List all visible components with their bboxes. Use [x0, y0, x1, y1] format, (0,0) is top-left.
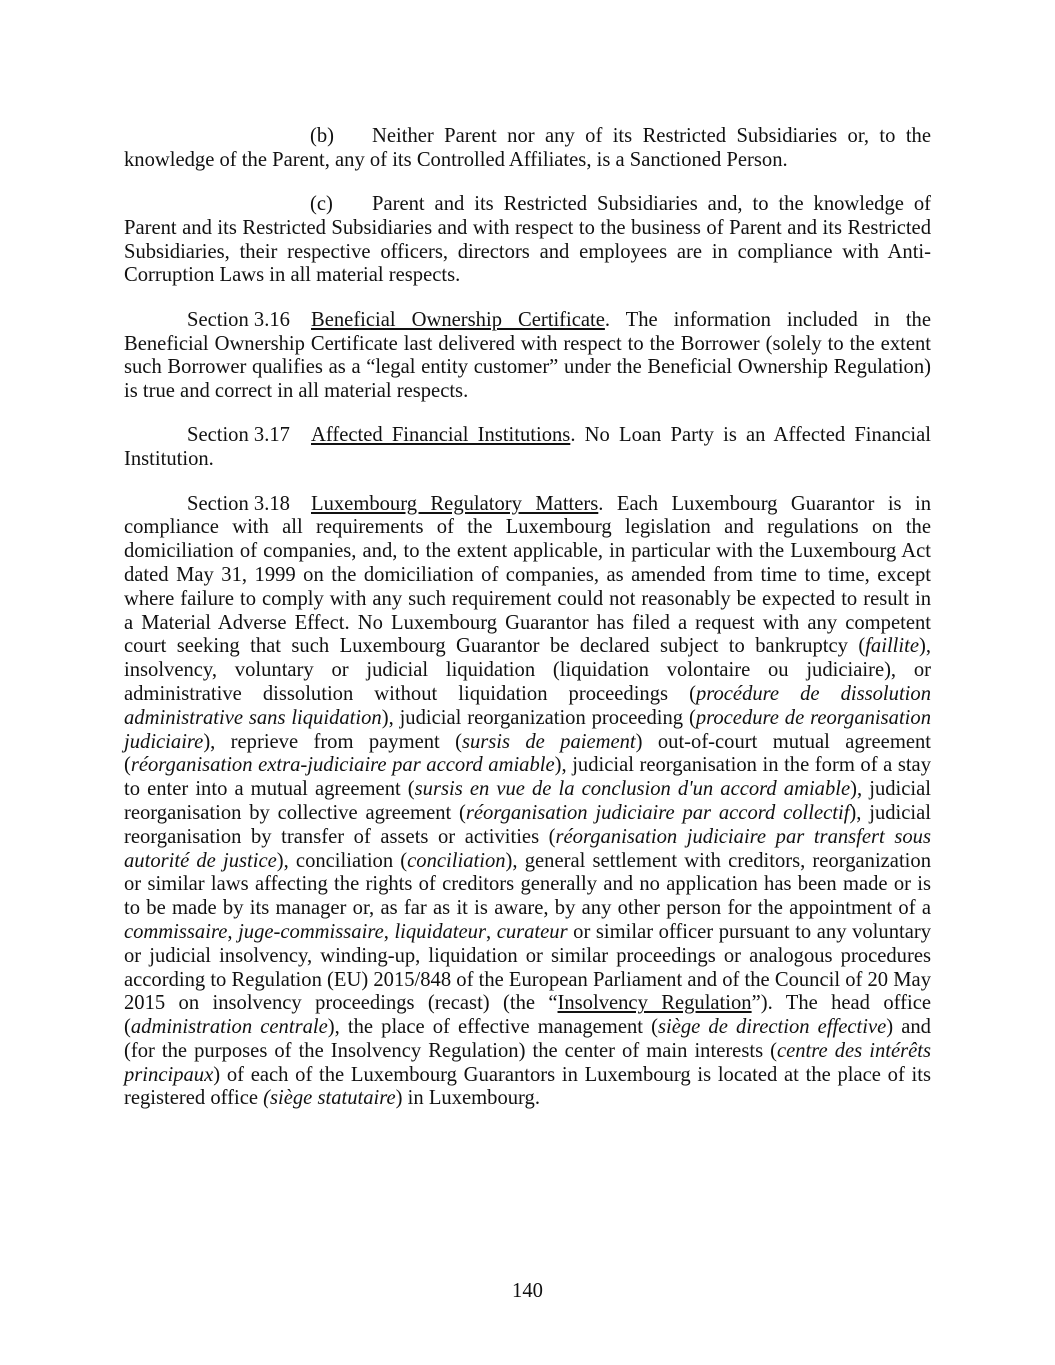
italic-term: administration centrale	[130, 1016, 328, 1039]
italic-term: commissaire	[124, 920, 228, 943]
italic-term: réorganisation extra-judiciaire par accord amiable	[130, 754, 555, 777]
text-segment: Neither Parent nor any of its Restricted Subsidiaries or, to the knowledge of the Parent, any of its Controlled Affiliates, is a Sanctioned Person.	[124, 125, 931, 171]
text-segment: Parent and its Restricted Subsidiaries and, to the knowledge of Parent and its Restricted Subsidiaries and with respect to the business of Parent and its Restricted Subsidiaries, their respective officers, directors and employees are in compliance with Anti-Corruption Laws in all material respects.	[124, 193, 931, 287]
text-segment: ), judicial reorganisation in the form of a stay to enter into a mutual agreement (	[124, 754, 931, 801]
italic-term: siège de direction effective	[657, 1016, 887, 1039]
italic-term: sursis de paiement	[461, 730, 636, 753]
italic-term: juge-commissaire	[238, 920, 384, 943]
text-segment: ,	[383, 920, 395, 943]
subsection-paragraph	[124, 125, 931, 173]
text-segment: ), the place of effective management (	[327, 1016, 658, 1039]
text-segment: ), conciliation (	[276, 849, 408, 872]
section-paragraph	[124, 309, 931, 404]
text-segment: ) in Luxembourg.	[395, 1087, 540, 1110]
defined-term: Luxembourg Regulatory Matters	[311, 492, 599, 515]
italic-term: réorganisation judiciaire par transfert sous autorité de justice	[124, 825, 931, 872]
paragraph-label: Section 3.17	[187, 424, 290, 447]
paragraph-label: Section 3.18	[187, 492, 290, 515]
defined-term: Affected Financial Institutions	[311, 424, 571, 447]
text-segment: . The information included in the Beneficial Ownership Certificate last delivered with respect to the Borrower (solely to the extent such Borrower qualifies as a “legal entity customer” under the Beneficial Ownership Regulation) is true and correct in all material respects.	[124, 308, 931, 403]
text-segment: ), reprieve from payment (	[203, 730, 462, 753]
defined-term: Insolvency Regulation	[557, 992, 752, 1015]
italic-term: procedure de reorganisation judiciaire	[124, 706, 931, 753]
text-segment: ,	[227, 920, 239, 943]
defined-term: Beneficial Ownership Certificate	[311, 308, 605, 331]
text-segment: ”). The head office (	[124, 992, 931, 1039]
italic-term: réorganisation judiciaire par accord collectif	[465, 801, 850, 824]
text-segment: . No Loan Party is an Affected Financial Institution.	[124, 424, 931, 471]
text-segment: ), judicial reorganisation by transfer of assets or activities (	[124, 801, 931, 848]
text-segment: ), insolvency, voluntary or judicial liquidation (liquidation volontaire ou judiciaire), or administrative dissolution without liquidation proceedings (	[124, 635, 931, 705]
document-body	[124, 125, 931, 1132]
text-segment: ,	[485, 920, 497, 943]
text-segment: ) of each of the Luxembourg Guarantors in Luxembourg is located at the place of its registered office	[124, 1063, 931, 1110]
text-segment: ), judicial reorganisation by collective agreement (	[124, 778, 931, 824]
italic-term: curateur	[496, 920, 568, 943]
italic-term: (siège statutaire	[263, 1087, 396, 1110]
text-segment: ), judicial reorganization proceeding (	[381, 706, 696, 729]
paragraph-label: (c)	[310, 193, 333, 216]
text-segment: or similar officer pursuant to any voluntary or judicial insolvency, winding-up, liquidation or similar proceedings or analogous procedures according to Regulation (EU) 2015/848 of the European Parliament and of the Council of 20 May 2015 on insolvency proceedings (recast) (the “	[124, 920, 932, 1015]
paragraph-label: (b)	[310, 125, 335, 147]
section-paragraph	[124, 493, 931, 1112]
text-segment: ) and (for the purposes of the Insolvency Regulation) the center of main interests (	[124, 1016, 931, 1062]
italic-term: faillite	[865, 635, 919, 658]
text-segment: ), general settlement with creditors, reorganization or similar laws affecting the rights of creditors generally and no application has been made or is to be made by its manager or, as far as it is aware, by any other person for the appointment of a	[124, 849, 931, 920]
paragraph-label: Section 3.16	[187, 308, 290, 331]
italic-term: sursis en vue de la conclusion d'un accord amiable	[414, 778, 851, 801]
italic-term: conciliation	[407, 849, 506, 872]
italic-term: procédure de dissolution administrative sans liquidation	[124, 682, 931, 729]
page-number: 140	[512, 1280, 543, 1302]
italic-term: centre des intérêts principaux	[124, 1039, 931, 1086]
subsection-paragraph	[124, 193, 931, 288]
italic-term: liquidateur	[394, 920, 486, 943]
text-segment: ) out-of-court mutual agreement (	[124, 730, 931, 777]
text-segment: . Each Luxembourg Guarantor is in compliance with all requirements of the Luxembourg legislation and regulations on the domiciliation of companies, and, to the extent applicable, in particular with the Luxembourg Act dated May 31, 1999 on the domiciliation of companies, as amended from time to time, except where failure to comply with any such requirement could not reasonably be expected to result in a Material Adverse Effect. No Luxembourg Guarantor has filed a request with any competent court seeking that such Luxembourg Guarantor be declared subject to bankruptcy (	[124, 492, 932, 658]
section-paragraph	[124, 424, 931, 472]
